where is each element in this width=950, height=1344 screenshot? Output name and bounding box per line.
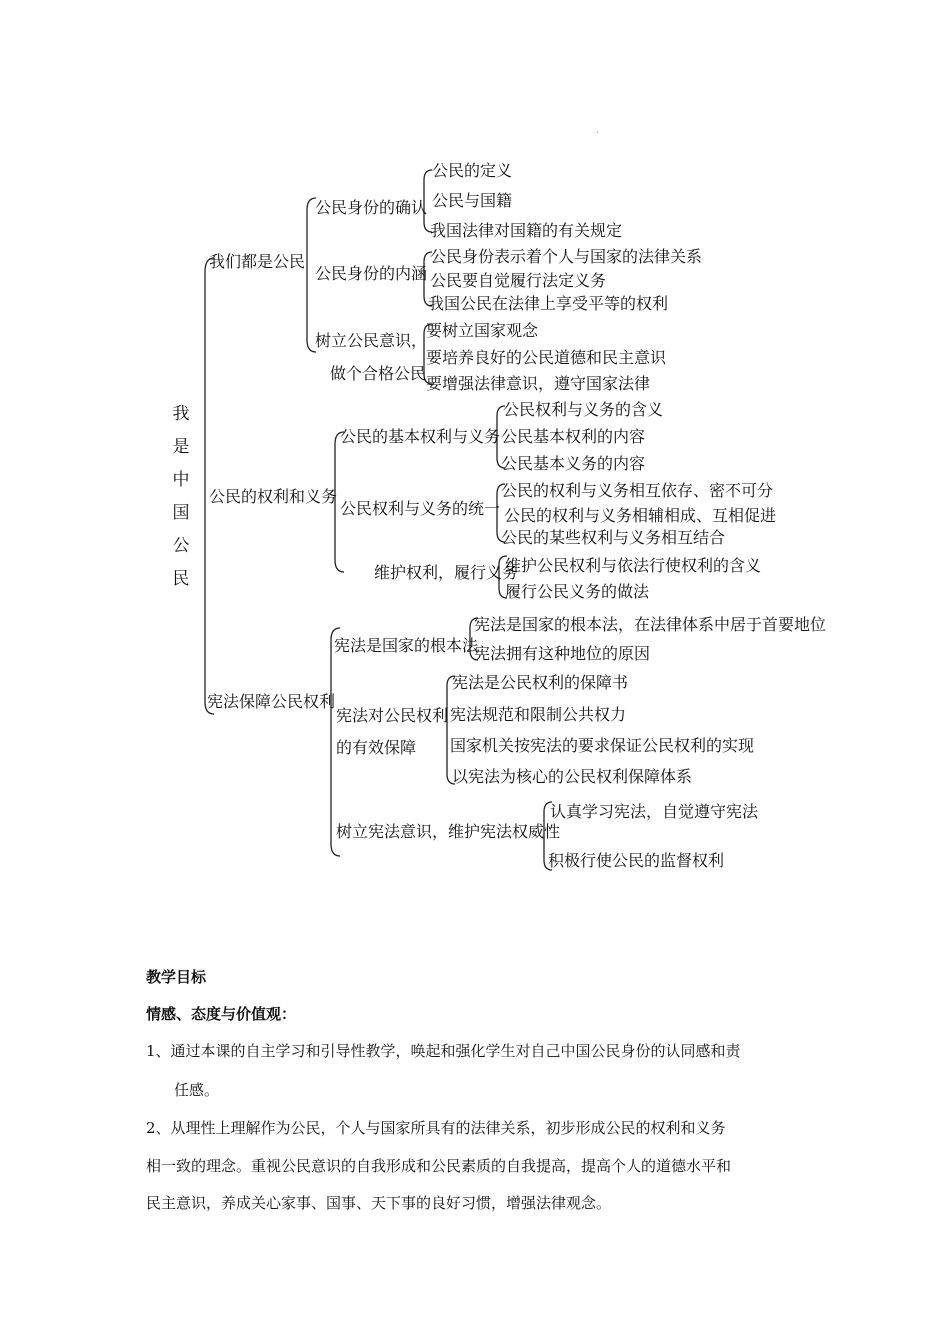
paragraph-2-line-2: 相一致的理念。重视公民意识的自我形成和公民素质的自我提高，提高个人的道德水平和 [146, 1157, 732, 1175]
b2-sub1-item: 公民基本义务的内容 [501, 454, 646, 473]
b1-sub3-item: 要增强法律意识，遵守国家法律 [426, 374, 651, 393]
b3-sub2-item: 宪法是公民权利的保障书 [452, 673, 629, 692]
b3-sub2-item: 国家机关按宪法的要求保证公民权利的实现 [450, 736, 755, 755]
b1-sub2-item: 公民要自觉履行法定义务 [430, 271, 607, 290]
b1-sub1-item: 公民与国籍 [432, 191, 513, 210]
b2-sub2-item: 公民的权利与义务相互依存、密不可分 [501, 481, 774, 500]
b1-sub3-label-line2: 做个合格公民 [330, 364, 427, 383]
b1-sub2-item: 公民身份表示着个人与国家的法律关系 [430, 247, 703, 266]
paragraph-1-line-2: 任感。 [174, 1081, 220, 1099]
paragraph-1-line-1: 1、通过本课的自主学习和引导性教学，唤起和强化学生对自己中国公民身份的认同感和责 [146, 1042, 741, 1060]
root-char: 我 [172, 404, 190, 424]
b2-sub3-label: 维护权利，履行义务 [374, 563, 519, 582]
b2-sub3-item: 履行公民义务的做法 [505, 582, 650, 601]
b2-sub1-label: 公民的基本权利与义务 [340, 427, 501, 446]
b2-sub2-label: 公民权利与义务的统一 [340, 499, 501, 518]
b3-sub1-item: 宪法是国家的根本法，在法律体系中居于首要地位 [474, 615, 827, 634]
paragraph-2-line-3: 民主意识，养成关心家事、国事、天下事的良好习惯，增强法律观念。 [146, 1194, 612, 1212]
root-char: 民 [172, 569, 190, 589]
b3-sub3-label: 树立宪法意识，维护宪法权威性 [336, 822, 561, 841]
root-char: 是 [172, 437, 190, 457]
b2-sub1-item: 公民权利与义务的含义 [503, 400, 664, 419]
b2-sub1-item: 公民基本权利的内容 [501, 427, 646, 446]
b1-sub3-item: 要培养良好的公民道德和民主意识 [426, 348, 667, 367]
b2-sub3-item: 维护公民权利与依法行使权利的含义 [505, 556, 762, 575]
b3-sub2-label-line1: 宪法对公民权利 [336, 706, 449, 725]
paragraph-2-line-1: 2、从理性上理解作为公民，个人与国家所具有的法律关系，初步形成公民的权利和义务 [146, 1119, 726, 1137]
b2-sub2-item: 公民的某些权利与义务相互结合 [501, 528, 726, 547]
bracket-root [205, 258, 214, 714]
b1-sub1-item: 公民的定义 [432, 161, 513, 180]
subsection-heading: 情感、态度与价值观： [146, 1005, 297, 1023]
root-char: 中 [172, 470, 190, 490]
b1-sub2-item: 我国公民在法律上享受平等的权利 [428, 294, 669, 313]
b3-sub1-label: 宪法是国家的根本法 [334, 636, 479, 655]
b1-sub3-label-line1: 树立公民意识， [315, 331, 428, 350]
root-char: 公 [172, 536, 190, 556]
branch-3-label: 宪法保障公民权利 [207, 692, 336, 711]
branch-2-label: 公民的权利和义务 [209, 487, 338, 506]
root-char: 国 [172, 503, 190, 523]
branch-1-label: 我们都是公民 [209, 252, 306, 271]
b3-sub3-item: 认真学习宪法，自觉遵守宪法 [550, 802, 759, 821]
section-heading: 教学目标 [146, 968, 207, 986]
b1-sub1-label: 公民身份的确认 [315, 198, 428, 217]
b3-sub1-item: 宪法拥有这种地位的原因 [474, 644, 651, 663]
b1-sub2-label: 公民身份的内涵 [315, 264, 428, 283]
b1-sub3-item: 要树立国家观念 [426, 321, 539, 340]
b2-sub2-item: 公民的权利与义务相辅相成、互相促进 [504, 506, 777, 525]
b3-sub2-item: 以宪法为核心的公民权利保障体系 [452, 767, 693, 786]
mindmap-root [170, 398, 192, 596]
b3-sub2-label-line2: 的有效保障 [336, 738, 417, 757]
stray-dot: . [596, 126, 599, 136]
b3-sub2-item: 宪法规范和限制公共权力 [450, 705, 627, 724]
b3-sub3-item: 积极行使公民的监督权利 [548, 851, 725, 870]
b1-sub1-item: 我国法律对国籍的有关规定 [430, 221, 623, 240]
